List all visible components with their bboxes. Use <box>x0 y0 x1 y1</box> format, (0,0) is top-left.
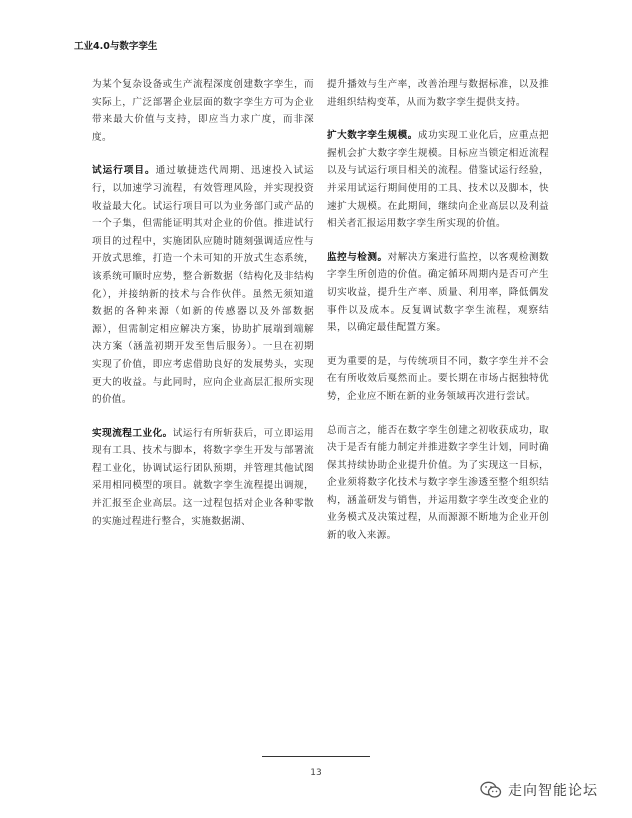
watermark <box>480 780 598 800</box>
page-header: 工业4.0与数字孪生 <box>74 41 158 52</box>
paragraph-text: 试运行有所斩获后，可立即运用现有工具、技术与脚本，将数字孪生开发与部署流程工业化，协调试运行团队预期，并管理其他试图采用相同模型的项目。就数字孪生流程提出调规，并汇报至企业高层。这一过程包括对企业各种零散的实施过程进行整合，实施数据湖、 <box>92 427 314 527</box>
wechat-icon <box>480 781 502 799</box>
paragraph-text: 成功实现工业化后，应重点把握机会扩大数字孪生规模。目标应当锁定相近流程以及与试运行项目相关的流程。借鉴试运行经验，并采用试运行期间使用的工具、技术以及脚本，快速扩大规模。在此期间，继续向企业高层以及利益相关者汇报运用数字孪生所实现的价值。 <box>327 130 549 230</box>
right-column <box>327 76 549 561</box>
left-column <box>92 76 314 546</box>
paragraph <box>327 127 549 233</box>
paragraph <box>327 249 549 337</box>
paragraph-lead: 扩大数字孪生规模。 <box>327 130 418 142</box>
paragraph-text: 更为重要的是，与传统项目不同，数字孪生并不会在有所收效后戛然而止。要长期在市场占据独特优势，企业应不断在新的业务领域再次进行尝试。 <box>327 355 549 402</box>
footer-divider <box>262 756 370 757</box>
paragraph <box>327 76 549 111</box>
paragraph <box>327 422 549 545</box>
paragraph-lead: 实现流程工业化。 <box>92 427 173 439</box>
paragraph <box>92 425 314 531</box>
page-number: 13 <box>310 768 322 778</box>
paragraph <box>92 162 314 408</box>
paragraph-text: 对解决方案进行监控，以客观检测数字孪生所创造的价值。确定循环周期内是否可产生切实收益，提升生产率、质量、利用率，降低偶发事件以及成本。反复调试数字孪生流程，观察结果，以确定最佳配置方案。 <box>327 251 549 334</box>
paragraph <box>92 76 314 146</box>
paragraph-text: 总而言之，能否在数字孪生创建之初收获成功，取决于是否有能力制定并推进数字孪生计划，同时确保其持续协助企业提升价值。为了实现这一目标，企业须将数字化技术与数字孪生渗透至整个组织结构，涵盖研发与销售，并运用数字孪生改变企业的业务模式及决策过程，从而源源不断地为企业开创新的收入来源。 <box>327 424 549 542</box>
paragraph-lead: 试运行项目。 <box>92 165 156 177</box>
watermark-text: 走向智能论坛 <box>508 783 598 799</box>
paragraph-text: 为某个复杂设备或生产流程深度创建数字孪生，而实际上，广泛部署企业层面的数字孪生方可为企业带来最大价值与支持，即应当力求广度，而非深度。 <box>92 79 314 143</box>
paragraph <box>327 353 549 406</box>
paragraph-text: 提升播效与生产率，改善治理与数据标准，以及推进组织结构变革，从而为数字孪生提供支持。 <box>327 79 549 108</box>
paragraph-lead: 监控与检测。 <box>327 251 388 263</box>
paragraph-text: 通过敏捷迭代周期、迅速投入试运行，以加速学习流程，有效管理风险，并实现投资收益最大化。试运行项目可以为业务部门或产品的一个子集，但需能证明其对企业的价值。推进试行项目的过程中，实施团队应随时随刻强调适应性与开放式思维，打造一个未可知的开放式生态系统，该系统可顺时应势，整合新数据（结构化及非结构化），并接纳新的技术与合作伙伴。虽然无须知道数据的各种来源（如新的传感器以及外部数据源），但需制定相应解决方案，协助扩展端到端解决方案（涵盖初期开发至售后服务）。一旦在初期实现了价值，即应考虑借助良好的发展势头，实现更大的收益。与此同时，应向企业高层汇报所实现的价值。 <box>92 165 315 406</box>
